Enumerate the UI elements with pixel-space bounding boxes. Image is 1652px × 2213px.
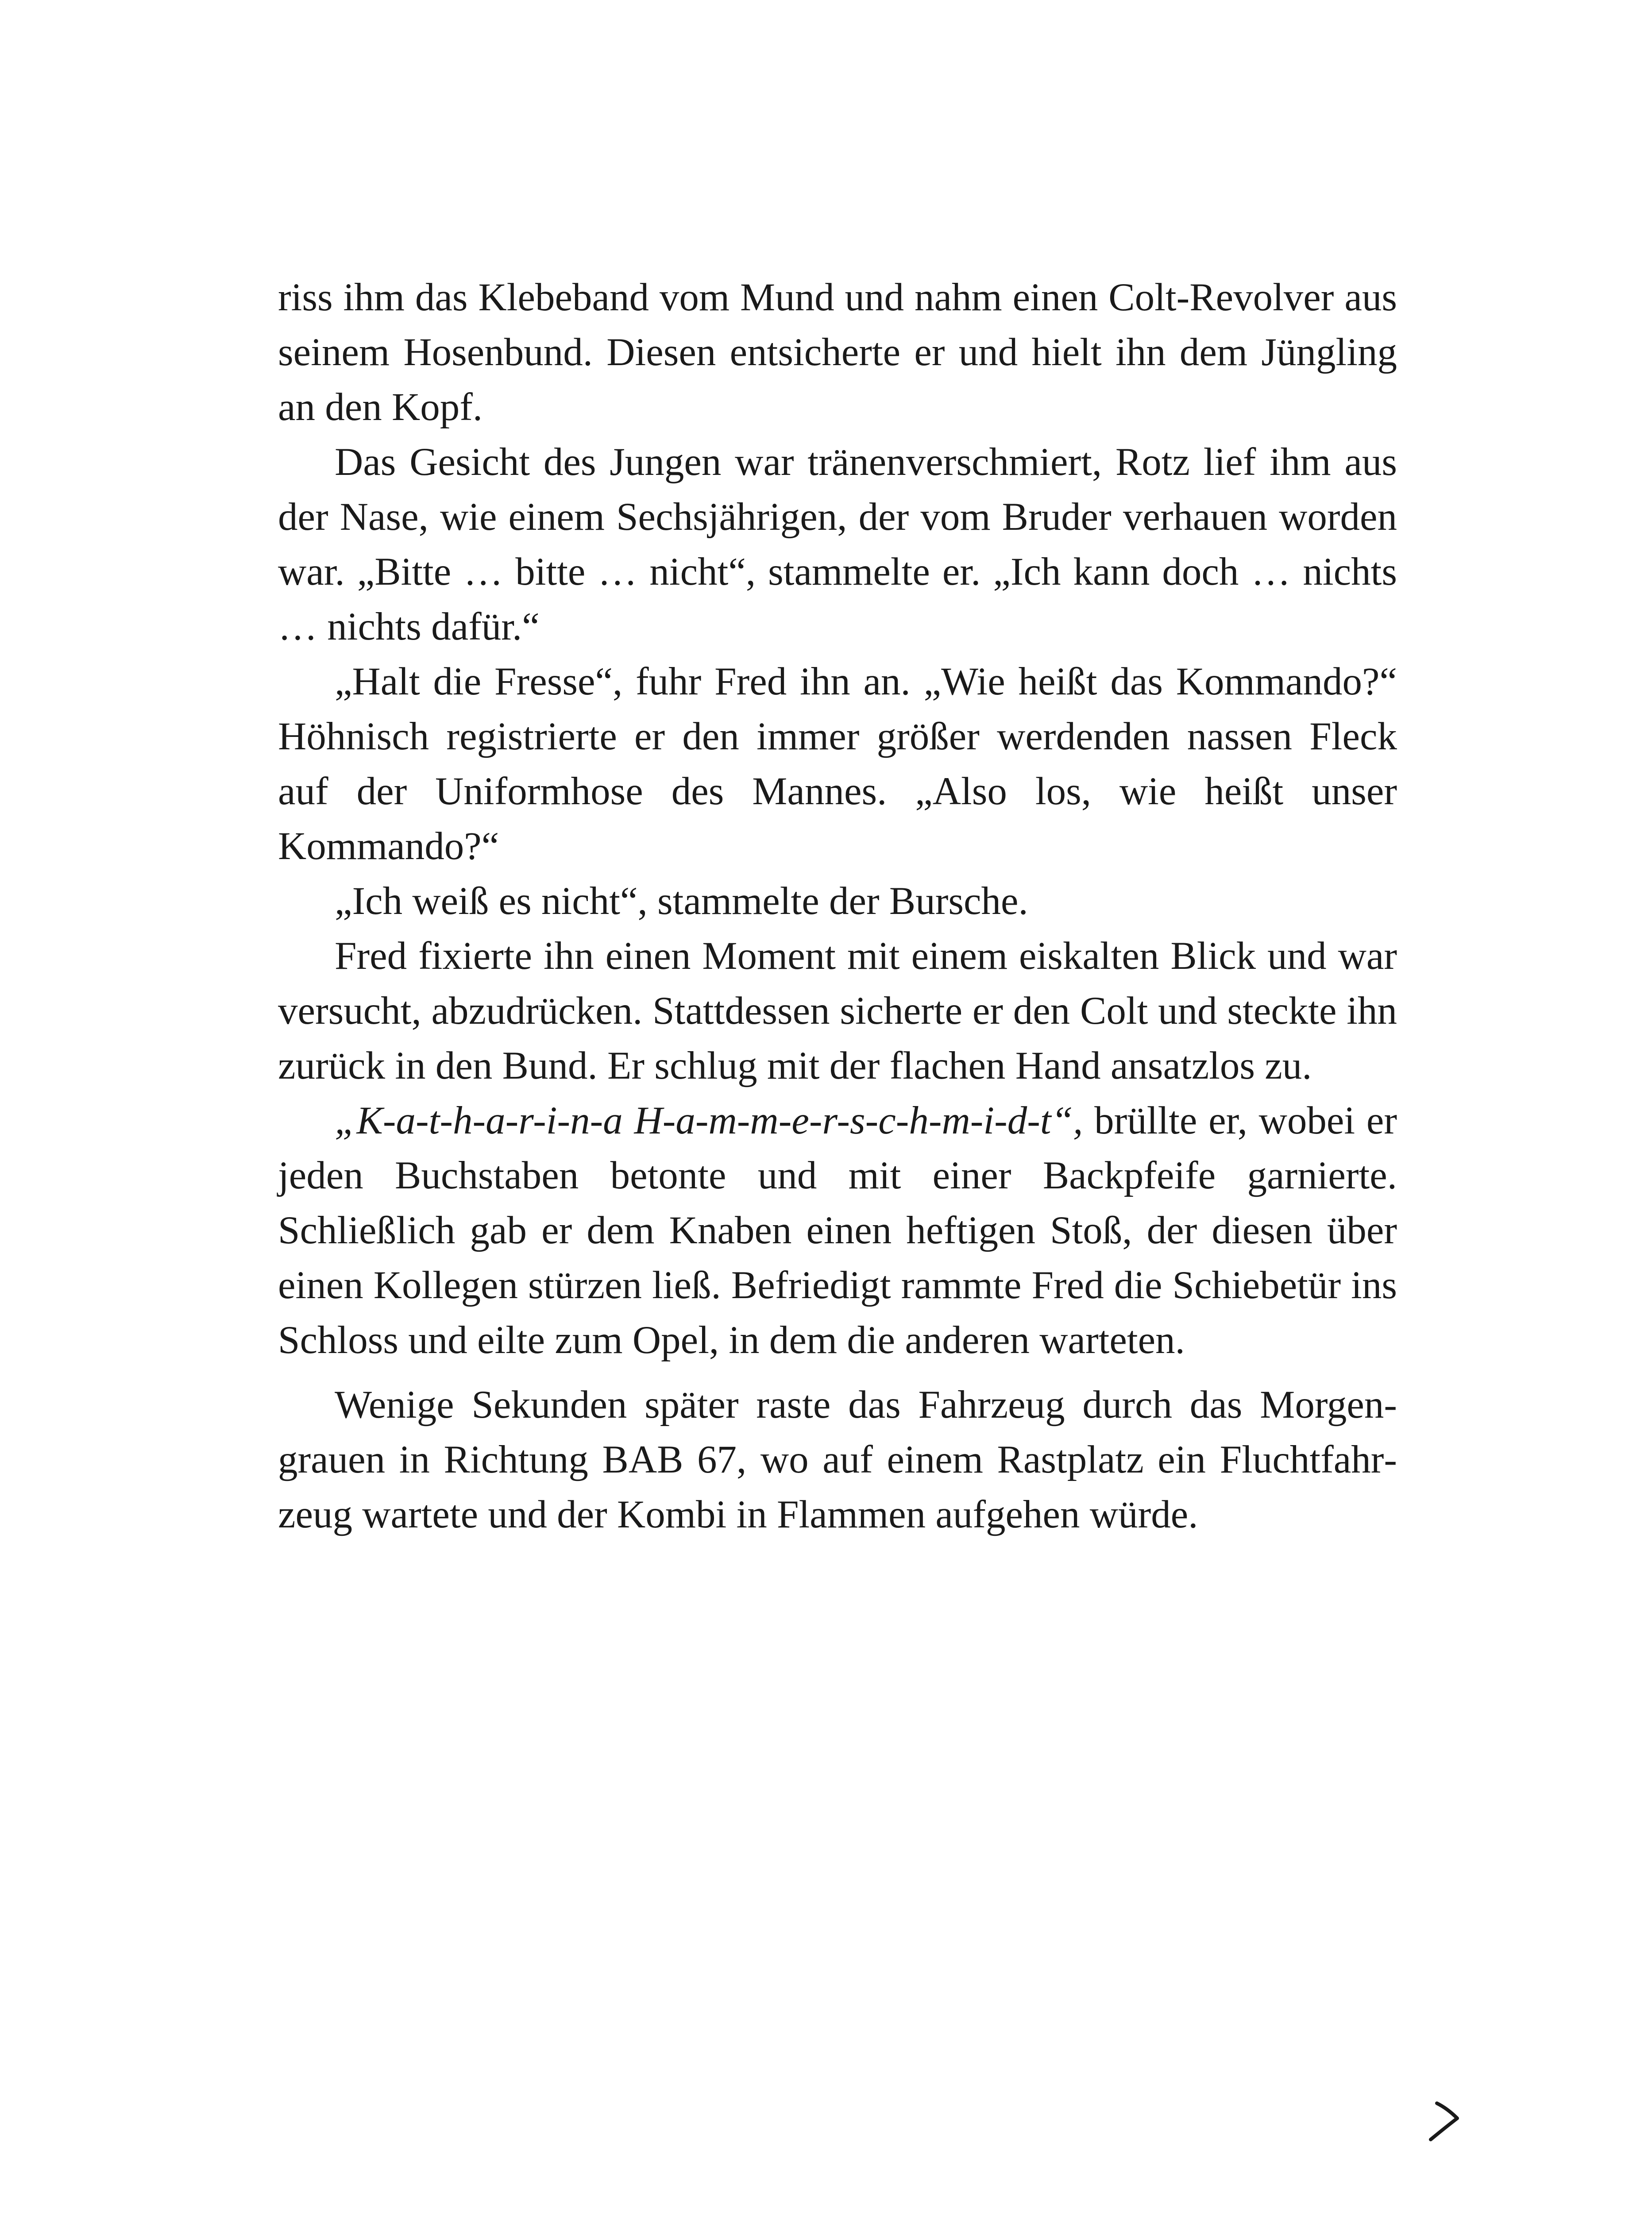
body-text xyxy=(278,270,1397,1542)
chevron-right-icon xyxy=(1424,2097,1464,2146)
paragraph-6 xyxy=(278,1093,1397,1368)
paragraph-7: Wenige Sekunden später raste das Fahrzeug durch das Morgengrauen in Richtung BAB 67, wo auf einem Rastplatz ein Fluchtfahrzeug wartete und der Kombi in Flammen aufgehen würde. xyxy=(278,1383,1397,1536)
paragraph-4: „Ich weiß es nicht“, stammelte der Bursche. xyxy=(335,879,1028,923)
spelled-name: „K-a-t-h-a-r-i-n-a H-a-m-m-e-r-s-c-h-m-i-d-t“, xyxy=(335,1099,1083,1142)
paragraph-3: „Halt die Fresse“, fuhr Fred ihn an. „Wie heißt das Kommando?“ Höhnisch registrierte er den immer größer werdenden nassen Fleck auf der Uniformhose des Mannes. „Also los, wie heißt unser Kommando?“ xyxy=(278,660,1397,868)
paragraph-5: Fred fixierte ihn einen Moment mit einem eiskalten Blick und war versucht, abzudrücken. Stattdessen sicherte er den Colt und steckte ihn zurück in den Bund. Er schlug mit der flachen Hand ansatzlos zu. xyxy=(278,934,1397,1087)
paragraph-2: Das Gesicht des Jungen war tränenverschmiert, Rotz lief ihm aus der Nase, wie einem Sechsjährigen, der vom Bruder verhauen worden war. „Bitte … bitte … nicht“, stammelte er. „Ich kann doch … nichts … nichts dafür.“ xyxy=(278,440,1397,648)
paragraph-6-rest: brüllte er, wobei er jeden Buchstaben betonte und mit einer Backpfeife garnierte. Schließlich gab er dem Knaben einen heftigen Stoß, der diesen über einen Kollegen stürzen ließ. Befriedigt rammte Fred die Schiebetür ins Schloss und eilte zum Opel, in dem die anderen warteten. xyxy=(278,1099,1397,1362)
next-page-button[interactable] xyxy=(1424,2097,1464,2146)
paragraph-1: riss ihm das Klebeband vom Mund und nahm einen Colt-Revolver aus seinem Hosenbund. Diesen entsicherte er und hielt ihn dem Jüngling an den Kopf. xyxy=(278,276,1397,429)
